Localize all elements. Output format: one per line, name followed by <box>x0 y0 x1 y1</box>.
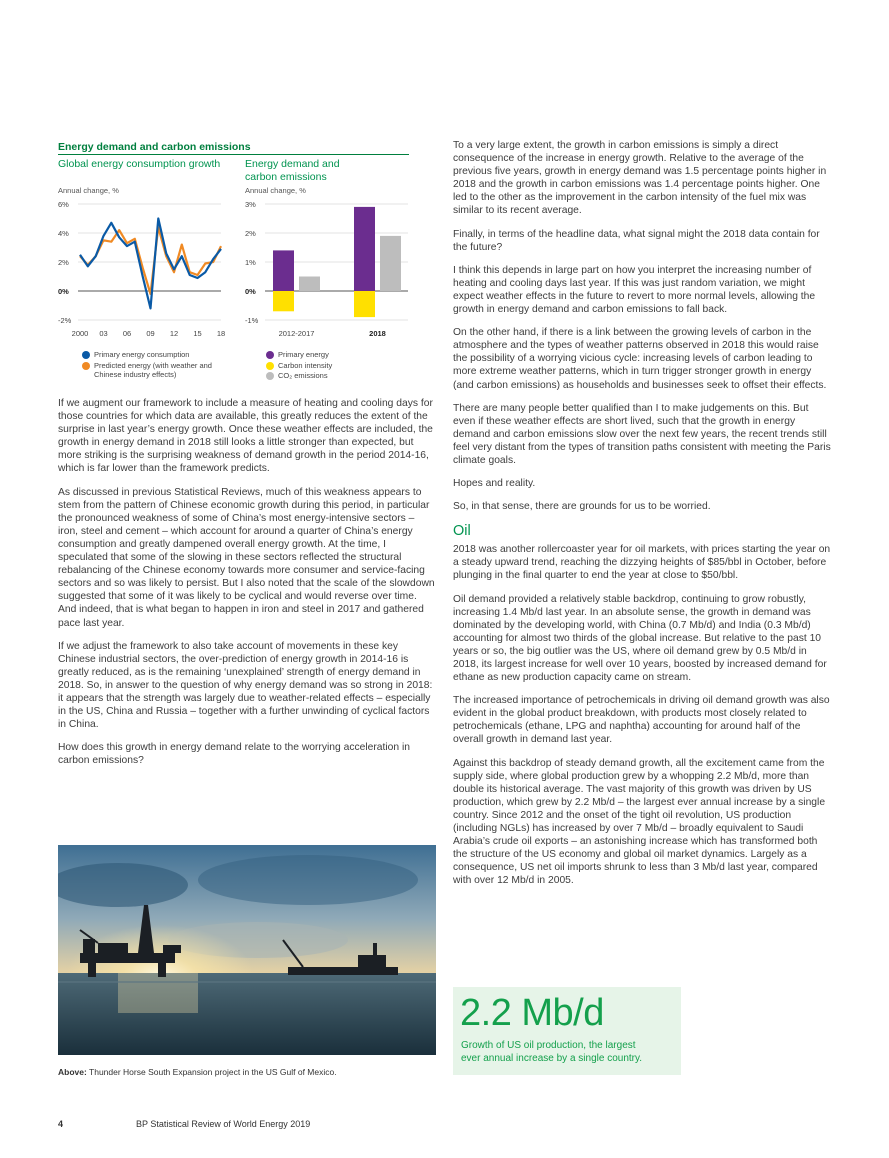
y-tick-label: -1% <box>245 316 259 325</box>
x-tick-label: 06 <box>122 329 132 338</box>
bar <box>354 291 375 317</box>
y-tick-label: -2% <box>58 316 72 325</box>
x-tick-label: 2018 <box>369 329 386 338</box>
paragraph: 2018 was another rollercoaster year for oil markets, with prices starting the year on a steady upward trend, reaching the dizzying heights of $85/bbl in October, before plunging in the final quarter to end the year at close to $50/bbl. <box>453 544 831 582</box>
paragraph: There are many people better qualified than I to make judgements on this. But even if these weather effects are short lived, such that the growth in energy demand and carbon emissions slow over the next few years, the recent trends still feel very distant from the types of transition paths consistent with meeting the Paris climate goals. <box>453 402 831 466</box>
bar <box>299 277 320 292</box>
right-column-text <box>453 139 833 898</box>
paragraph: The increased importance of petrochemicals in driving oil demand growth was also evident in the global product breakdown, with products most closely related to petrochemicals (ethane, LPG and naphtha) accounting for around half of the overall growth in demand last year. <box>453 695 830 746</box>
offshore-platform-photo <box>58 845 436 1055</box>
y-tick-label: 2% <box>245 229 256 238</box>
legend-swatch <box>266 351 274 359</box>
paragraph: So, in that sense, there are grounds for us to be worried. <box>453 501 711 513</box>
caption-label: Above: <box>58 1067 87 1077</box>
x-tick-label: 12 <box>169 329 179 338</box>
bar <box>354 207 375 291</box>
x-tick-label: 2012-2017 <box>278 329 315 338</box>
y-tick-label: 1% <box>245 258 256 267</box>
paragraph: Finally, in terms of the headline data, what signal might the 2018 data contain for the future? <box>453 228 820 253</box>
left-legend <box>82 350 242 381</box>
caption-text: Thunder Horse South Expansion project in the US Gulf of Mexico. <box>86 1067 337 1077</box>
series-line-predicted <box>80 227 221 294</box>
callout-text <box>461 1040 642 1065</box>
paragraph: As discussed in previous Statistical Reviews, much of this weakness appears to stem from the pattern of Chinese economic growth during this period, in particular the pronounced weakness of some of China’s most energy-intensive sectors – iron, steel and cement – which account for around a quarter of China’s energy consumption and greatly dampened overall energy growth. At the time, I speculated that some of the slowing in these sectors reflected the structural rebalancing of the Chinese economy towards more consumer and service-facing sectors and so was likely to persist. But I also noted that the scale of the slowdown suggested that some of it was likely to be cyclical and would reverse over time. And indeed, that is what began to happen in iron and steel in 2017 and gathered pace last year. <box>58 486 435 629</box>
legend-label <box>94 361 212 380</box>
right-axis-note: Annual change, % <box>245 186 306 195</box>
paragraph: Against this backdrop of steady demand growth, all the excitement came from the supply side, where global production grew by a whopping 2.2 Mb/d, more than double its historical average. The vast majority of this growth was driven by US production, which grew by 2.2 Mb/d – the largest ever annual increase by a single country. Since 2012 and the onset of the tight oil revolution, US production (including NGLs) has increased by over 7 Mb/d – broadly equivalent to Saudi Arabia’s crude oil exports – an astonishing increase which has transformed both the structure of the US economy and global oil market dynamics. Largely as a consequence, US net oil imports shrunk to less than 3 Mb/d last year, compared with over 12 Mb/d in 2005. <box>453 757 826 887</box>
legend-item-carbon-intensity <box>266 361 406 371</box>
legend-label-line1: Predicted energy (with weather and <box>94 360 212 370</box>
legend-label-line2: Chinese industry effects) <box>94 370 177 379</box>
paragraph: I think this depends in large part on how you interpret the increasing number of heating and cooling days last year. If this was just random variation, we might expect weather effects in the future to revert to more normal levels, allowing the growth in energy demand and carbon emissions to fall back. <box>453 264 816 316</box>
figure-title: Energy demand and carbon emissions <box>58 141 251 153</box>
page-number: 4 <box>58 1119 64 1129</box>
section-heading-oil: Oil <box>453 523 471 540</box>
legend-label: Primary energy consumption <box>94 350 190 359</box>
y-tick-label: 0% <box>58 287 69 296</box>
line-chart <box>56 195 226 345</box>
left-column-text <box>58 397 436 777</box>
legend-item-primary <box>82 350 242 360</box>
right-chart-subtitle <box>245 158 340 183</box>
paragraph: If we augment our framework to include a measure of heating and cooling days for those countries for which data are available, this greatly reduces the extent of the surprise in last year’s energy growth. Once these weather effects are included, the growth in energy demand in 2018 still looks a little stronger than expected, but more striking is the surprising weakness of demand growth in the period 2014-16, which is far lower than the framework predicts. <box>58 398 433 475</box>
callout-box <box>453 987 681 1075</box>
legend-swatch <box>82 362 90 370</box>
y-tick-label: 6% <box>58 200 69 209</box>
legend-item-co2 <box>266 371 406 381</box>
legend-item-predicted <box>82 361 242 380</box>
x-tick-label: 09 <box>146 329 155 338</box>
y-tick-label: 4% <box>58 229 69 238</box>
legend-swatch <box>266 362 274 370</box>
bar <box>380 236 401 291</box>
x-tick-label: 18 <box>216 329 226 338</box>
paragraph: Oil demand provided a relatively stable backdrop, continuing to grow robustly, increasing 1.4 Mb/d last year. In an absolute sense, the growth in demand was dominated by the developing world, with China (0.7 Mb/d) and India (0.3 Mb/d) accounting for almost two thirds of the global increase. But relative to the past 10 years or so, the big outlier was the US, where oil demand grew by 0.5 Mb/d in 2018, its largest increase for well over 10 years, boosted by increased demand for ethane as new production capacity came on stream. <box>453 593 827 684</box>
x-tick-label: 2000 <box>71 329 89 338</box>
x-tick-label: 03 <box>99 329 108 338</box>
bar <box>273 250 294 291</box>
x-tick-label: 15 <box>193 329 202 338</box>
y-tick-label: 0% <box>245 287 256 296</box>
legend-label: Primary energy <box>278 350 329 359</box>
right-chart-subtitle-line1: Energy demand and <box>245 158 340 170</box>
legend-swatch <box>266 372 274 380</box>
right-legend <box>266 350 406 382</box>
paragraph: How does this growth in energy demand relate to the worrying acceleration in carbon emissions? <box>58 742 410 767</box>
legend-label: CO₂ emissions <box>278 371 328 380</box>
right-chart-subtitle-line2: carbon emissions <box>245 170 327 183</box>
legend-item-primary-energy <box>266 350 406 360</box>
callout-figure: 2.2 Mb/d <box>460 992 604 1034</box>
paragraph: On the other hand, if there is a link between the growing levels of carbon in the atmosphere and the types of weather patterns observed in 2018 this would raise the possibility of a worrying vicious cycle: increasing levels of carbon leading to more extreme weather patterns, which in turn trigger stronger growth in energy (and carbon emissions) as households and businesses seek to offset their effects. <box>453 327 827 391</box>
callout-text-line1: Growth of US oil production, the largest <box>461 1040 636 1051</box>
paragraph: If we adjust the framework to also take account of movements in these key Chinese industrial sectors, the over-prediction of energy growth in 2014-16 is greatly reduced, as is the remaining ‘unexplained’ strength of energy demand in 2018. So, in answer to the question of why energy demand was so strong in 2018: it appears that the strength was largely due to weather-related effects – especially in the US, China and Russia – together with a further unwinding of cyclical factors in China. <box>58 640 433 731</box>
bar <box>273 291 294 311</box>
figure-title-rule <box>58 154 409 155</box>
paragraph: Hopes and reality. <box>453 478 536 490</box>
legend-label: Carbon intensity <box>278 360 333 370</box>
bar-chart <box>243 195 413 345</box>
callout-text-line2: ever annual increase by a single country. <box>461 1052 643 1064</box>
left-chart-subtitle: Global energy consumption growth <box>58 158 221 170</box>
paragraph: To a very large extent, the growth in carbon emissions is simply a direct consequence of the increase in energy growth. Relative to the average of the previous five years, growth in energy demand was 1.5 percentage points higher in 2018 and the growth in carbon emissions was 1.4 percentage points higher. One led to the other as the improvement in the carbon intensity of the fuel mix was similar to its recent average. <box>453 140 827 217</box>
left-axis-note: Annual change, % <box>58 186 119 195</box>
footer-title: BP Statistical Review of World Energy 2019 <box>136 1119 311 1129</box>
photo-caption <box>58 1067 337 1077</box>
legend-swatch <box>82 351 90 359</box>
y-tick-label: 3% <box>245 200 256 209</box>
y-tick-label: 2% <box>58 258 69 267</box>
